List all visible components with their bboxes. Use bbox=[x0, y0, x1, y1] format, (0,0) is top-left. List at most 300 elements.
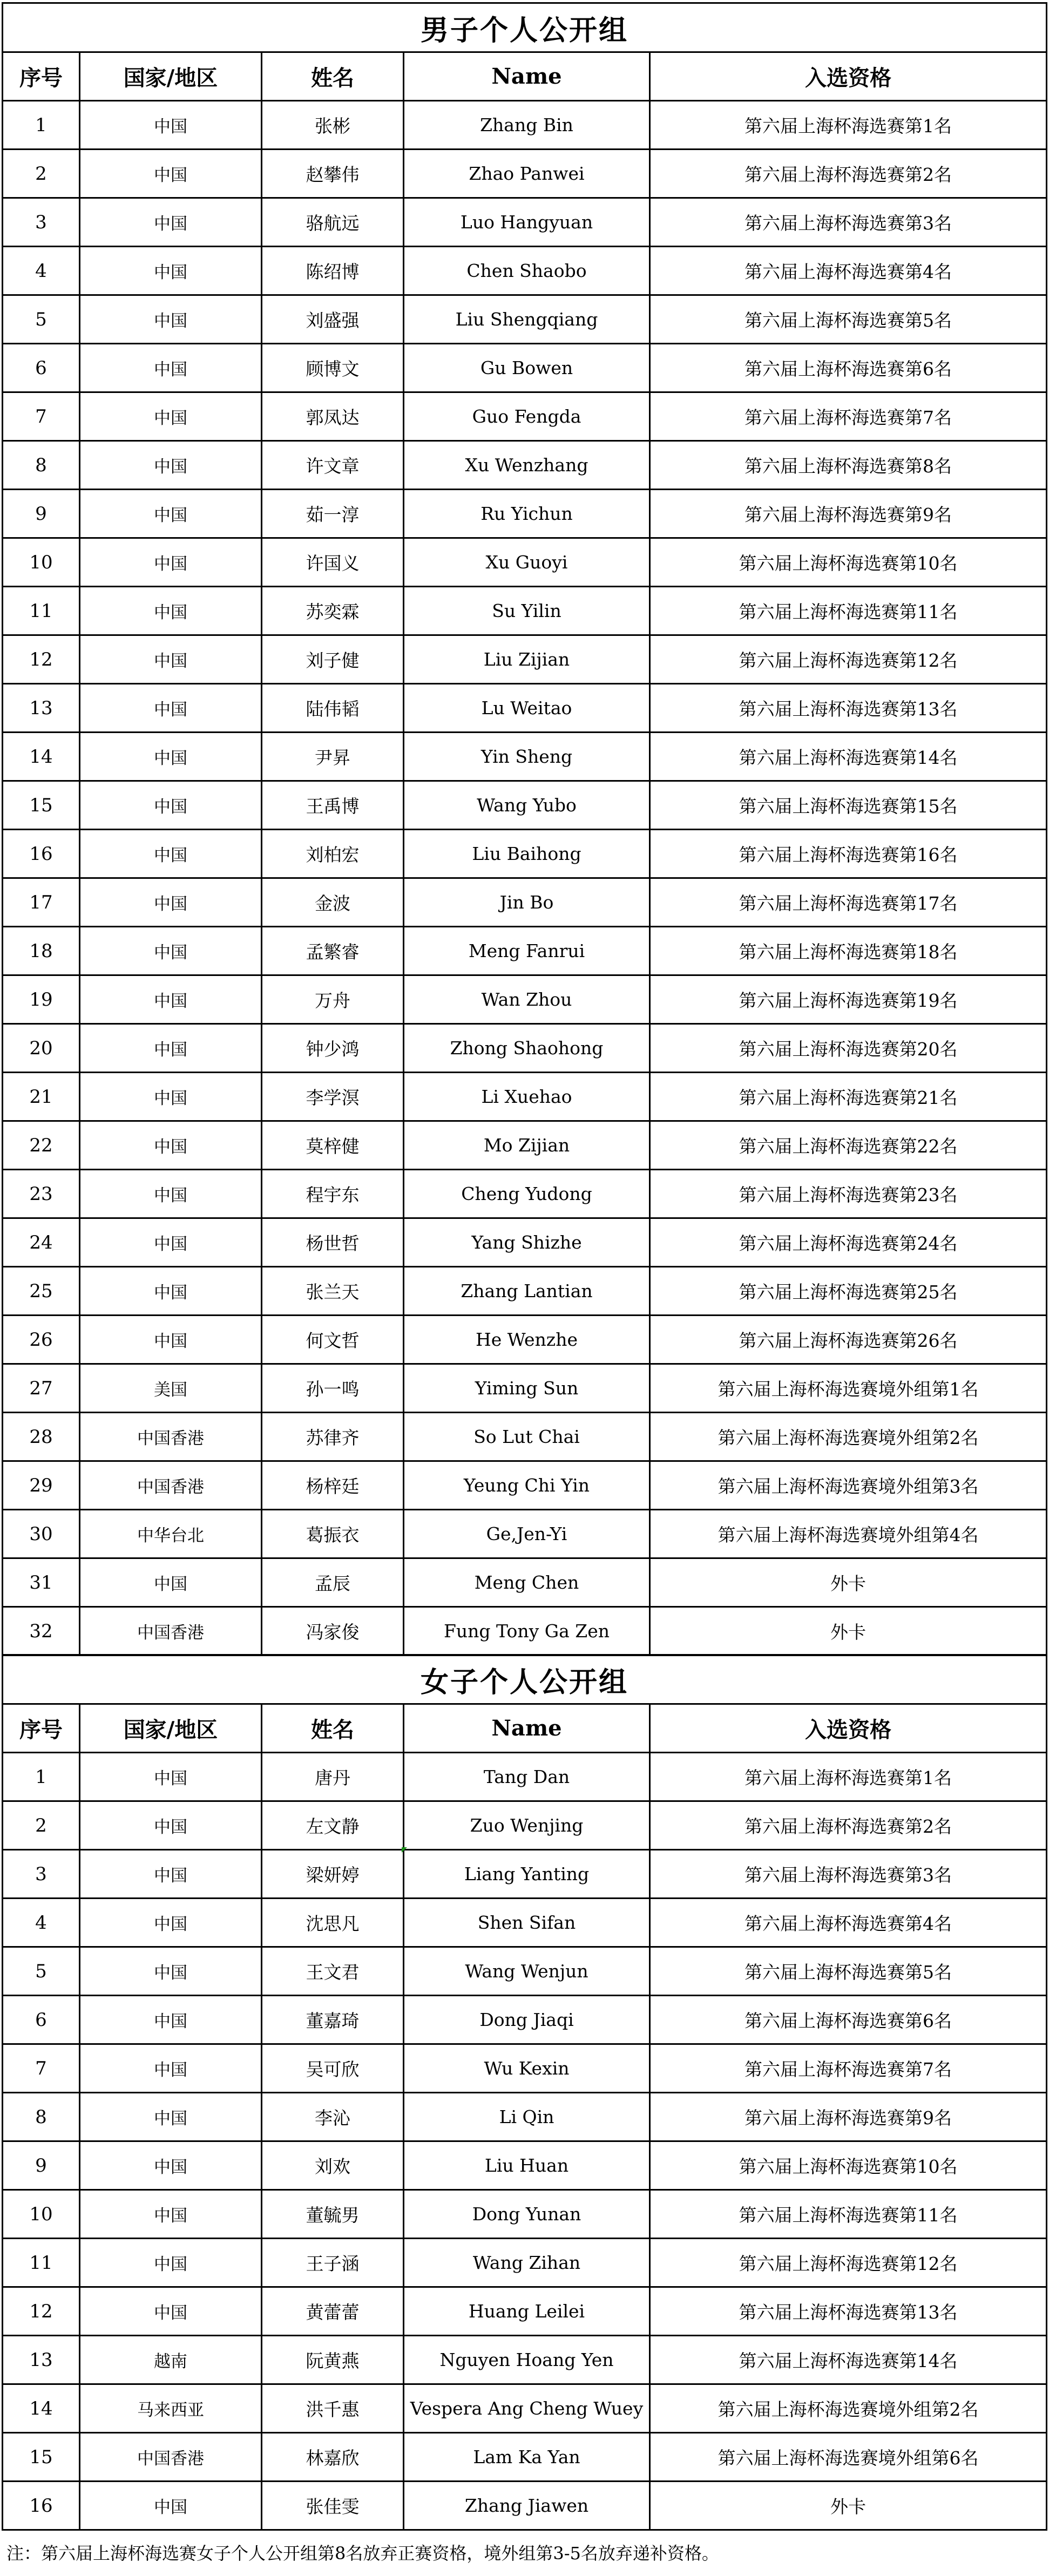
cell-country: 中国 bbox=[80, 830, 262, 877]
cell-no: 22 bbox=[3, 1122, 80, 1169]
cell-qualification: 第六届上海杯海选赛境外组第1名 bbox=[718, 1379, 979, 1400]
cell-chinese-name: 何文哲 bbox=[262, 1316, 404, 1363]
cell-qualification: 第六届上海杯海选赛境外组第3名 bbox=[718, 1476, 979, 1497]
cell-chinese-name: 刘柏宏 bbox=[262, 830, 404, 877]
table-row bbox=[3, 2239, 1046, 2288]
cell-chinese-name: 黄蕾蕾 bbox=[262, 2288, 404, 2335]
table-row bbox=[3, 2142, 1046, 2191]
cell-name: Dong Yunan bbox=[404, 2191, 651, 2238]
cell-country: 中国 bbox=[80, 2482, 262, 2529]
cell-name: He Wenzhe bbox=[404, 1316, 651, 1363]
cell-name: Lu Weitao bbox=[404, 684, 651, 731]
cell-no: 16 bbox=[3, 2482, 80, 2529]
cell-no: 14 bbox=[3, 733, 80, 780]
cell-qualification: 第六届上海杯海选赛第9名 bbox=[745, 2107, 952, 2128]
cell-name: Li Qin bbox=[404, 2093, 651, 2140]
table-row bbox=[3, 1316, 1046, 1365]
header-country: 国家/地区 bbox=[80, 53, 262, 100]
header-country: 国家/地区 bbox=[80, 1705, 262, 1752]
cell-no: 31 bbox=[3, 1559, 80, 1606]
cell-no: 15 bbox=[3, 2433, 80, 2480]
table-row bbox=[3, 1365, 1046, 1413]
cell-name: Wu Kexin bbox=[404, 2045, 651, 2092]
cell-no: 1 bbox=[3, 101, 80, 148]
cell-name: Vespera Ang Cheng Wuey bbox=[404, 2385, 651, 2432]
cell-country: 中国 bbox=[80, 782, 262, 829]
header-no: 序号 bbox=[3, 53, 80, 100]
cell-comment-marker bbox=[402, 1847, 407, 1853]
cell-qualification: 第六届上海杯海选赛第3名 bbox=[745, 1865, 952, 1886]
cell-no: 28 bbox=[3, 1413, 80, 1460]
cell-name: Dong Jiaqi bbox=[404, 1996, 651, 2043]
table-row bbox=[3, 2093, 1046, 2142]
cell-no: 4 bbox=[3, 247, 80, 294]
header-no: 序号 bbox=[3, 1705, 80, 1752]
cell-chinese-name: 梁妍婷 bbox=[262, 1850, 404, 1897]
cell-country: 中国 bbox=[80, 879, 262, 926]
cell-no: 5 bbox=[3, 296, 80, 343]
cell-qualification: 第六届上海杯海选赛第14名 bbox=[739, 2350, 958, 2371]
header-chinese-name: 姓名 bbox=[262, 53, 404, 100]
table-row bbox=[3, 1948, 1046, 1996]
cell-name: Yang Shizhe bbox=[404, 1219, 651, 1266]
cell-chinese-name: 万舟 bbox=[262, 976, 404, 1023]
table-row bbox=[3, 1850, 1046, 1899]
cell-country: 中国 bbox=[80, 1267, 262, 1314]
cell-country: 中国 bbox=[80, 296, 262, 343]
table-row bbox=[3, 1219, 1046, 1267]
table-row bbox=[3, 101, 1046, 150]
cell-no: 12 bbox=[3, 636, 80, 683]
table-row bbox=[3, 1267, 1046, 1316]
women-open-table bbox=[2, 1654, 1047, 2531]
table-row bbox=[3, 344, 1046, 393]
cell-qualification: 外卡 bbox=[830, 1622, 866, 1643]
cell-no: 32 bbox=[3, 1608, 80, 1655]
cell-name: Liu Shengqiang bbox=[404, 296, 651, 343]
cell-no: 16 bbox=[3, 830, 80, 877]
cell-name: Ru Yichun bbox=[404, 490, 651, 537]
cell-qualification: 外卡 bbox=[830, 2496, 866, 2517]
cell-country: 中国 bbox=[80, 1316, 262, 1363]
cell-qualification: 第六届上海杯海选赛第5名 bbox=[745, 1962, 952, 1983]
men-open-table bbox=[2, 2, 1047, 1656]
cell-country: 中国 bbox=[80, 1559, 262, 1606]
cell-country: 中国 bbox=[80, 2142, 262, 2189]
cell-no: 29 bbox=[3, 1462, 80, 1509]
table-row bbox=[3, 2385, 1046, 2433]
table-row bbox=[3, 636, 1046, 684]
cell-chinese-name: 洪千惠 bbox=[262, 2385, 404, 2432]
cell-no: 1 bbox=[3, 1753, 80, 1800]
table-row bbox=[3, 1170, 1046, 1219]
cell-country: 中国 bbox=[80, 927, 262, 974]
cell-qualification: 第六届上海杯海选赛第6名 bbox=[745, 358, 952, 379]
cell-country: 中国 bbox=[80, 2045, 262, 2092]
cell-chinese-name: 阮黄燕 bbox=[262, 2336, 404, 2383]
cell-qualification: 第六届上海杯海选赛第2名 bbox=[745, 1816, 952, 1837]
men-rows bbox=[3, 101, 1046, 1656]
cell-chinese-name: 李沁 bbox=[262, 2093, 404, 2140]
cell-name: Meng Chen bbox=[404, 1559, 651, 1606]
table-row bbox=[3, 1802, 1046, 1850]
table-row bbox=[3, 830, 1046, 879]
cell-chinese-name: 林嘉欣 bbox=[262, 2433, 404, 2480]
cell-no: 9 bbox=[3, 490, 80, 537]
cell-country: 中国 bbox=[80, 1753, 262, 1800]
cell-country: 中国 bbox=[80, 539, 262, 586]
cell-no: 11 bbox=[3, 2239, 80, 2286]
cell-qualification: 第六届上海杯海选赛第10名 bbox=[739, 2156, 958, 2177]
cell-country: 中国 bbox=[80, 1122, 262, 1169]
cell-qualification: 第六届上海杯海选赛境外组第4名 bbox=[718, 1524, 979, 1545]
cell-country: 中国 bbox=[80, 733, 262, 780]
cell-country: 中国 bbox=[80, 393, 262, 440]
table-row bbox=[3, 1996, 1046, 2045]
cell-name: Liu Baihong bbox=[404, 830, 651, 877]
cell-no: 9 bbox=[3, 2142, 80, 2189]
cell-chinese-name: 莫梓健 bbox=[262, 1122, 404, 1169]
cell-country: 越南 bbox=[80, 2336, 262, 2383]
cell-chinese-name: 左文静 bbox=[262, 1802, 404, 1849]
table-row bbox=[3, 927, 1046, 976]
table-row bbox=[3, 976, 1046, 1025]
cell-chinese-name: 赵攀伟 bbox=[262, 150, 404, 197]
cell-name: Zhang Lantian bbox=[404, 1267, 651, 1314]
cell-name: Liang Yanting bbox=[404, 1850, 651, 1897]
cell-name: Ge,Jen-Yi bbox=[404, 1510, 651, 1557]
cell-no: 26 bbox=[3, 1316, 80, 1363]
cell-name: Lam Ka Yan bbox=[404, 2433, 651, 2480]
cell-name: Wang Yubo bbox=[404, 782, 651, 829]
table-row bbox=[3, 490, 1046, 539]
cell-country: 中国 bbox=[80, 684, 262, 731]
cell-country: 中国 bbox=[80, 1850, 262, 1897]
cell-qualification: 第六届上海杯海选赛第20名 bbox=[739, 1039, 958, 1060]
cell-qualification: 第六届上海杯海选赛境外组第2名 bbox=[718, 1427, 979, 1448]
footnote: 注：第六届上海杯海选赛女子个人公开组第8名放弃正赛资格，境外组第3-5名放弃递补资格。 bbox=[6, 2543, 719, 2564]
cell-qualification: 第六届上海杯海选赛第9名 bbox=[745, 504, 952, 525]
cell-no: 30 bbox=[3, 1510, 80, 1557]
cell-qualification: 第六届上海杯海选赛第13名 bbox=[739, 699, 958, 720]
cell-country: 中国 bbox=[80, 1219, 262, 1266]
cell-country: 中国 bbox=[80, 1170, 262, 1217]
cell-country: 美国 bbox=[80, 1365, 262, 1412]
cell-qualification: 第六届上海杯海选赛第23名 bbox=[739, 1184, 958, 1205]
cell-qualification: 第六届上海杯海选赛第21名 bbox=[739, 1087, 958, 1108]
cell-name: Luo Hangyuan bbox=[404, 199, 651, 246]
cell-name: Zhang Bin bbox=[404, 101, 651, 148]
cell-no: 5 bbox=[3, 1948, 80, 1995]
table-row bbox=[3, 587, 1046, 636]
cell-name: Zhang Jiawen bbox=[404, 2482, 651, 2529]
table-row bbox=[3, 2191, 1046, 2239]
cell-country: 中华台北 bbox=[80, 1510, 262, 1557]
cell-chinese-name: 葛振衣 bbox=[262, 1510, 404, 1557]
cell-no: 13 bbox=[3, 684, 80, 731]
cell-qualification: 第六届上海杯海选赛第19名 bbox=[739, 990, 958, 1011]
cell-name: Guo Fengda bbox=[404, 393, 651, 440]
cell-chinese-name: 郭凤达 bbox=[262, 393, 404, 440]
cell-name: Li Xuehao bbox=[404, 1073, 651, 1120]
cell-qualification: 第六届上海杯海选赛第14名 bbox=[739, 747, 958, 768]
cell-name: Wan Zhou bbox=[404, 976, 651, 1023]
section-title-row bbox=[3, 2, 1046, 53]
cell-country: 中国 bbox=[80, 101, 262, 148]
cell-qualification: 第六届上海杯海选赛第2名 bbox=[745, 164, 952, 185]
cell-chinese-name: 骆航远 bbox=[262, 199, 404, 246]
cell-qualification: 第六届上海杯海选赛境外组第2名 bbox=[718, 2399, 979, 2420]
table-row bbox=[3, 1122, 1046, 1170]
cell-name: Xu Guoyi bbox=[404, 539, 651, 586]
cell-chinese-name: 许文章 bbox=[262, 442, 404, 489]
cell-name: Liu Zijian bbox=[404, 636, 651, 683]
cell-chinese-name: 孟繁睿 bbox=[262, 927, 404, 974]
cell-qualification: 第六届上海杯海选赛第17名 bbox=[739, 893, 958, 914]
cell-no: 6 bbox=[3, 1996, 80, 2043]
cell-no: 18 bbox=[3, 927, 80, 974]
cell-chinese-name: 吴可欣 bbox=[262, 2045, 404, 2092]
header-qualification: 入选资格 bbox=[805, 65, 891, 91]
cell-qualification: 第六届上海杯海选赛第4名 bbox=[745, 261, 952, 282]
cell-no: 10 bbox=[3, 2191, 80, 2238]
cell-chinese-name: 唐丹 bbox=[262, 1753, 404, 1800]
cell-qualification: 第六届上海杯海选赛第1名 bbox=[745, 1767, 952, 1788]
cell-qualification: 第六届上海杯海选赛第6名 bbox=[745, 2010, 952, 2031]
cell-chinese-name: 程宇东 bbox=[262, 1170, 404, 1217]
cell-chinese-name: 冯家俊 bbox=[262, 1608, 404, 1655]
women-rows bbox=[3, 1753, 1046, 2531]
cell-country: 中国 bbox=[80, 1948, 262, 1995]
cell-country: 中国 bbox=[80, 2288, 262, 2335]
table-row bbox=[3, 442, 1046, 490]
cell-chinese-name: 张佳雯 bbox=[262, 2482, 404, 2529]
cell-no: 3 bbox=[3, 1850, 80, 1897]
cell-chinese-name: 王文君 bbox=[262, 1948, 404, 1995]
cell-qualification: 第六届上海杯海选赛第22名 bbox=[739, 1136, 958, 1157]
cell-qualification: 外卡 bbox=[830, 1573, 866, 1594]
cell-name: Su Yilin bbox=[404, 587, 651, 634]
cell-name: So Lut Chai bbox=[404, 1413, 651, 1460]
cell-no: 8 bbox=[3, 2093, 80, 2140]
cell-name: Tang Dan bbox=[404, 1753, 651, 1800]
cell-chinese-name: 刘欢 bbox=[262, 2142, 404, 2189]
cell-chinese-name: 刘子健 bbox=[262, 636, 404, 683]
cell-chinese-name: 许国义 bbox=[262, 539, 404, 586]
cell-chinese-name: 陆伟韬 bbox=[262, 684, 404, 731]
cell-name: Xu Wenzhang bbox=[404, 442, 651, 489]
cell-country: 中国 bbox=[80, 2093, 262, 2140]
table-row bbox=[3, 879, 1046, 927]
cell-country: 中国 bbox=[80, 1996, 262, 2043]
cell-name: Yeung Chi Yin bbox=[404, 1462, 651, 1509]
cell-qualification: 第六届上海杯海选赛第4名 bbox=[745, 1913, 952, 1934]
header-chinese-name: 姓名 bbox=[262, 1705, 404, 1752]
cell-country: 中国 bbox=[80, 2191, 262, 2238]
cell-chinese-name: 金波 bbox=[262, 879, 404, 926]
cell-country: 中国 bbox=[80, 636, 262, 683]
cell-name: Meng Fanrui bbox=[404, 927, 651, 974]
table-row bbox=[3, 2433, 1046, 2482]
cell-qualification: 第六届上海杯海选赛第11名 bbox=[739, 601, 958, 622]
table-row bbox=[3, 684, 1046, 733]
cell-name: Huang Leilei bbox=[404, 2288, 651, 2335]
header-qualification: 入选资格 bbox=[805, 1717, 891, 1743]
cell-country: 中国 bbox=[80, 199, 262, 246]
cell-chinese-name: 王子涵 bbox=[262, 2239, 404, 2286]
cell-qualification: 第六届上海杯海选赛第15名 bbox=[739, 796, 958, 817]
cell-qualification: 第六届上海杯海选赛第8名 bbox=[745, 456, 952, 477]
table-row bbox=[3, 247, 1046, 296]
table-row bbox=[3, 2288, 1046, 2336]
cell-chinese-name: 苏律齐 bbox=[262, 1413, 404, 1460]
cell-qualification: 第六届上海杯海选赛第11名 bbox=[739, 2205, 958, 2226]
cell-no: 14 bbox=[3, 2385, 80, 2432]
cell-qualification: 第六届上海杯海选赛第16名 bbox=[739, 844, 958, 865]
cell-chinese-name: 陈绍博 bbox=[262, 247, 404, 294]
cell-no: 10 bbox=[3, 539, 80, 586]
cell-no: 25 bbox=[3, 1267, 80, 1314]
cell-country: 中国 bbox=[80, 1025, 262, 1072]
table-row bbox=[3, 150, 1046, 199]
cell-chinese-name: 董毓男 bbox=[262, 2191, 404, 2238]
header-name: Name bbox=[404, 1705, 651, 1752]
cell-name: Gu Bowen bbox=[404, 344, 651, 391]
table-row bbox=[3, 1608, 1046, 1656]
header-row bbox=[3, 53, 1046, 101]
cell-name: Cheng Yudong bbox=[404, 1170, 651, 1217]
cell-no: 11 bbox=[3, 587, 80, 634]
cell-country: 中国 bbox=[80, 150, 262, 197]
cell-no: 17 bbox=[3, 879, 80, 926]
cell-chinese-name: 孟辰 bbox=[262, 1559, 404, 1606]
table-row bbox=[3, 1462, 1046, 1510]
cell-no: 15 bbox=[3, 782, 80, 829]
cell-no: 4 bbox=[3, 1899, 80, 1946]
header-row bbox=[3, 1705, 1046, 1753]
cell-chinese-name: 孙一鸣 bbox=[262, 1365, 404, 1412]
cell-country: 中国香港 bbox=[80, 1413, 262, 1460]
cell-name: Wang Zihan bbox=[404, 2239, 651, 2286]
cell-no: 27 bbox=[3, 1365, 80, 1412]
table-row bbox=[3, 199, 1046, 247]
cell-chinese-name: 尹昇 bbox=[262, 733, 404, 780]
cell-chinese-name: 沈思凡 bbox=[262, 1899, 404, 1946]
cell-chinese-name: 顾博文 bbox=[262, 344, 404, 391]
cell-qualification: 第六届上海杯海选赛第1名 bbox=[745, 116, 952, 137]
cell-no: 6 bbox=[3, 344, 80, 391]
table-row bbox=[3, 1559, 1046, 1608]
cell-no: 3 bbox=[3, 199, 80, 246]
cell-country: 中国 bbox=[80, 1899, 262, 1946]
table-row bbox=[3, 1073, 1046, 1122]
table-row bbox=[3, 2045, 1046, 2093]
cell-country: 中国 bbox=[80, 1073, 262, 1120]
cell-qualification: 第六届上海杯海选赛第26名 bbox=[739, 1330, 958, 1351]
table-row bbox=[3, 782, 1046, 830]
header-name: Name bbox=[404, 53, 651, 100]
cell-name: Yin Sheng bbox=[404, 733, 651, 780]
cell-qualification: 第六届上海杯海选赛第10名 bbox=[739, 553, 958, 574]
cell-chinese-name: 茹一淳 bbox=[262, 490, 404, 537]
cell-name: Zuo Wenjing bbox=[404, 1802, 651, 1849]
table-row bbox=[3, 2336, 1046, 2385]
cell-chinese-name: 李学溟 bbox=[262, 1073, 404, 1120]
cell-qualification: 第六届上海杯海选赛第18名 bbox=[739, 941, 958, 962]
cell-chinese-name: 杨世哲 bbox=[262, 1219, 404, 1266]
cell-country: 中国 bbox=[80, 587, 262, 634]
cell-country: 中国 bbox=[80, 490, 262, 537]
cell-no: 21 bbox=[3, 1073, 80, 1120]
cell-name: Shen Sifan bbox=[404, 1899, 651, 1946]
cell-qualification: 第六届上海杯海选赛第7名 bbox=[745, 407, 952, 428]
cell-name: Fung Tony Ga Zen bbox=[404, 1608, 651, 1655]
section-title: 女子个人公开组 bbox=[420, 1665, 628, 1699]
table-row bbox=[3, 296, 1046, 344]
cell-qualification: 第六届上海杯海选赛第12名 bbox=[739, 650, 958, 671]
table-row bbox=[3, 2482, 1046, 2531]
cell-country: 马来西亚 bbox=[80, 2385, 262, 2432]
cell-qualification: 第六届上海杯海选赛第25名 bbox=[739, 1282, 958, 1303]
cell-name: Yiming Sun bbox=[404, 1365, 651, 1412]
cell-no: 20 bbox=[3, 1025, 80, 1072]
cell-country: 中国 bbox=[80, 344, 262, 391]
table-row bbox=[3, 1413, 1046, 1462]
section-title: 男子个人公开组 bbox=[420, 13, 628, 47]
cell-country: 中国 bbox=[80, 442, 262, 489]
cell-chinese-name: 张彬 bbox=[262, 101, 404, 148]
table-row bbox=[3, 539, 1046, 587]
cell-country: 中国香港 bbox=[80, 2433, 262, 2480]
cell-qualification: 第六届上海杯海选赛第13名 bbox=[739, 2302, 958, 2323]
cell-name: Nguyen Hoang Yen bbox=[404, 2336, 651, 2383]
cell-no: 13 bbox=[3, 2336, 80, 2383]
cell-name: Mo Zijian bbox=[404, 1122, 651, 1169]
cell-qualification: 第六届上海杯海选赛境外组第6名 bbox=[718, 2448, 979, 2469]
cell-name: Zhong Shaohong bbox=[404, 1025, 651, 1072]
cell-chinese-name: 杨梓廷 bbox=[262, 1462, 404, 1509]
cell-no: 2 bbox=[3, 150, 80, 197]
cell-chinese-name: 钟少鸿 bbox=[262, 1025, 404, 1072]
cell-chinese-name: 王禹博 bbox=[262, 782, 404, 829]
table-row bbox=[3, 1753, 1046, 1802]
cell-qualification: 第六届上海杯海选赛第7名 bbox=[745, 2059, 952, 2080]
cell-country: 中国 bbox=[80, 2239, 262, 2286]
cell-country: 中国香港 bbox=[80, 1462, 262, 1509]
cell-country: 中国 bbox=[80, 1802, 262, 1849]
table-row bbox=[3, 1899, 1046, 1948]
cell-qualification: 第六届上海杯海选赛第5名 bbox=[745, 310, 952, 331]
cell-country: 中国 bbox=[80, 976, 262, 1023]
table-row bbox=[3, 733, 1046, 782]
cell-chinese-name: 董嘉琦 bbox=[262, 1996, 404, 2043]
cell-chinese-name: 苏奕霖 bbox=[262, 587, 404, 634]
cell-qualification: 第六届上海杯海选赛第3名 bbox=[745, 213, 952, 234]
cell-no: 19 bbox=[3, 976, 80, 1023]
cell-no: 24 bbox=[3, 1219, 80, 1266]
cell-name: Zhao Panwei bbox=[404, 150, 651, 197]
cell-chinese-name: 刘盛强 bbox=[262, 296, 404, 343]
cell-no: 2 bbox=[3, 1802, 80, 1849]
cell-no: 7 bbox=[3, 393, 80, 440]
cell-country: 中国 bbox=[80, 247, 262, 294]
cell-country: 中国香港 bbox=[80, 1608, 262, 1655]
cell-no: 12 bbox=[3, 2288, 80, 2335]
cell-no: 7 bbox=[3, 2045, 80, 2092]
cell-qualification: 第六届上海杯海选赛第12名 bbox=[739, 2253, 958, 2274]
cell-qualification: 第六届上海杯海选赛第24名 bbox=[739, 1233, 958, 1254]
cell-chinese-name: 张兰天 bbox=[262, 1267, 404, 1314]
